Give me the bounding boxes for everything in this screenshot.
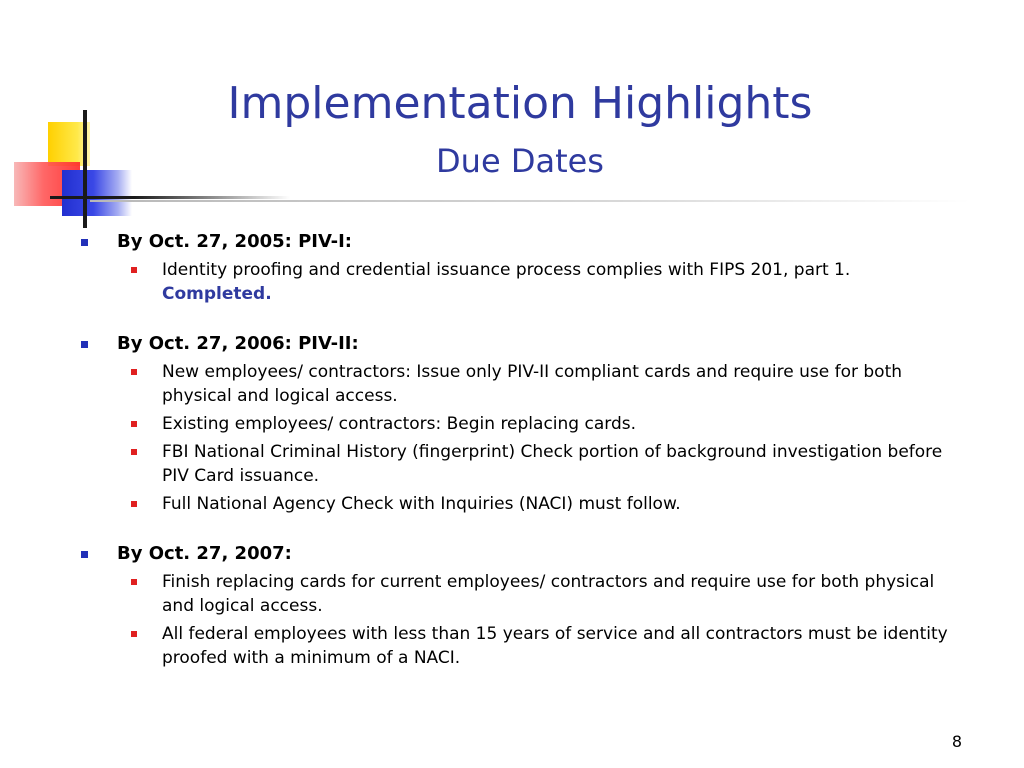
section-2007 xyxy=(0,542,1024,670)
title-divider xyxy=(90,200,970,202)
square-bullet-icon xyxy=(131,421,137,427)
list-item xyxy=(0,440,1024,488)
list-item-text: All federal employees with less than 15 years of service and all contractors must be identity proofed with a minimum of a NACI. xyxy=(162,624,948,668)
section-heading-text: By Oct. 27, 2006: PIV-II: xyxy=(117,333,359,354)
list-item xyxy=(0,570,1024,618)
list-item xyxy=(0,492,1024,516)
page-number: 8 xyxy=(951,732,962,751)
logo-horizontal-line xyxy=(50,196,290,199)
slide-subtitle: Due Dates xyxy=(436,142,604,180)
section-heading xyxy=(0,542,1024,566)
list-item xyxy=(0,258,1024,306)
square-bullet-icon xyxy=(131,579,137,585)
section-heading-text: By Oct. 27, 2007: xyxy=(117,543,292,564)
section-heading xyxy=(0,230,1024,254)
section-heading-text: By Oct. 27, 2005: PIV-I: xyxy=(117,231,352,252)
completed-label: Completed xyxy=(162,284,266,304)
completed-period: . xyxy=(265,284,272,304)
square-bullet-icon xyxy=(131,369,137,375)
list-item xyxy=(0,360,1024,408)
square-bullet-icon xyxy=(131,449,137,455)
list-item-text: FBI National Criminal History (fingerprint) Check portion of background investigation before PIV Card issuance. xyxy=(162,442,943,486)
list-item-text: Finish replacing cards for current employees/ contractors and require use for both physical and logical access. xyxy=(162,572,935,616)
square-bullet-icon xyxy=(131,631,137,637)
list-item-text: Full National Agency Check with Inquiries (NACI) must follow. xyxy=(162,494,681,514)
square-bullet-icon xyxy=(81,551,88,558)
list-item xyxy=(0,622,1024,670)
list-item-text: Existing employees/ contractors: Begin replacing cards. xyxy=(162,414,636,434)
square-bullet-icon xyxy=(131,267,137,273)
square-bullet-icon xyxy=(81,341,88,348)
list-item xyxy=(0,412,1024,436)
square-bullet-icon xyxy=(81,239,88,246)
section-2006 xyxy=(0,332,1024,516)
slide-title: Implementation Highlights xyxy=(227,78,813,129)
bullet-content xyxy=(0,230,1024,670)
list-item-text: New employees/ contractors: Issue only PIV-II compliant cards and require use for both physical and logical access. xyxy=(162,362,903,406)
section-2005 xyxy=(0,230,1024,306)
logo-vertical-line xyxy=(83,110,87,228)
list-item-text: Identity proofing and credential issuance process complies with FIPS 201, part 1. xyxy=(162,260,851,280)
section-heading xyxy=(0,332,1024,356)
square-bullet-icon xyxy=(131,501,137,507)
